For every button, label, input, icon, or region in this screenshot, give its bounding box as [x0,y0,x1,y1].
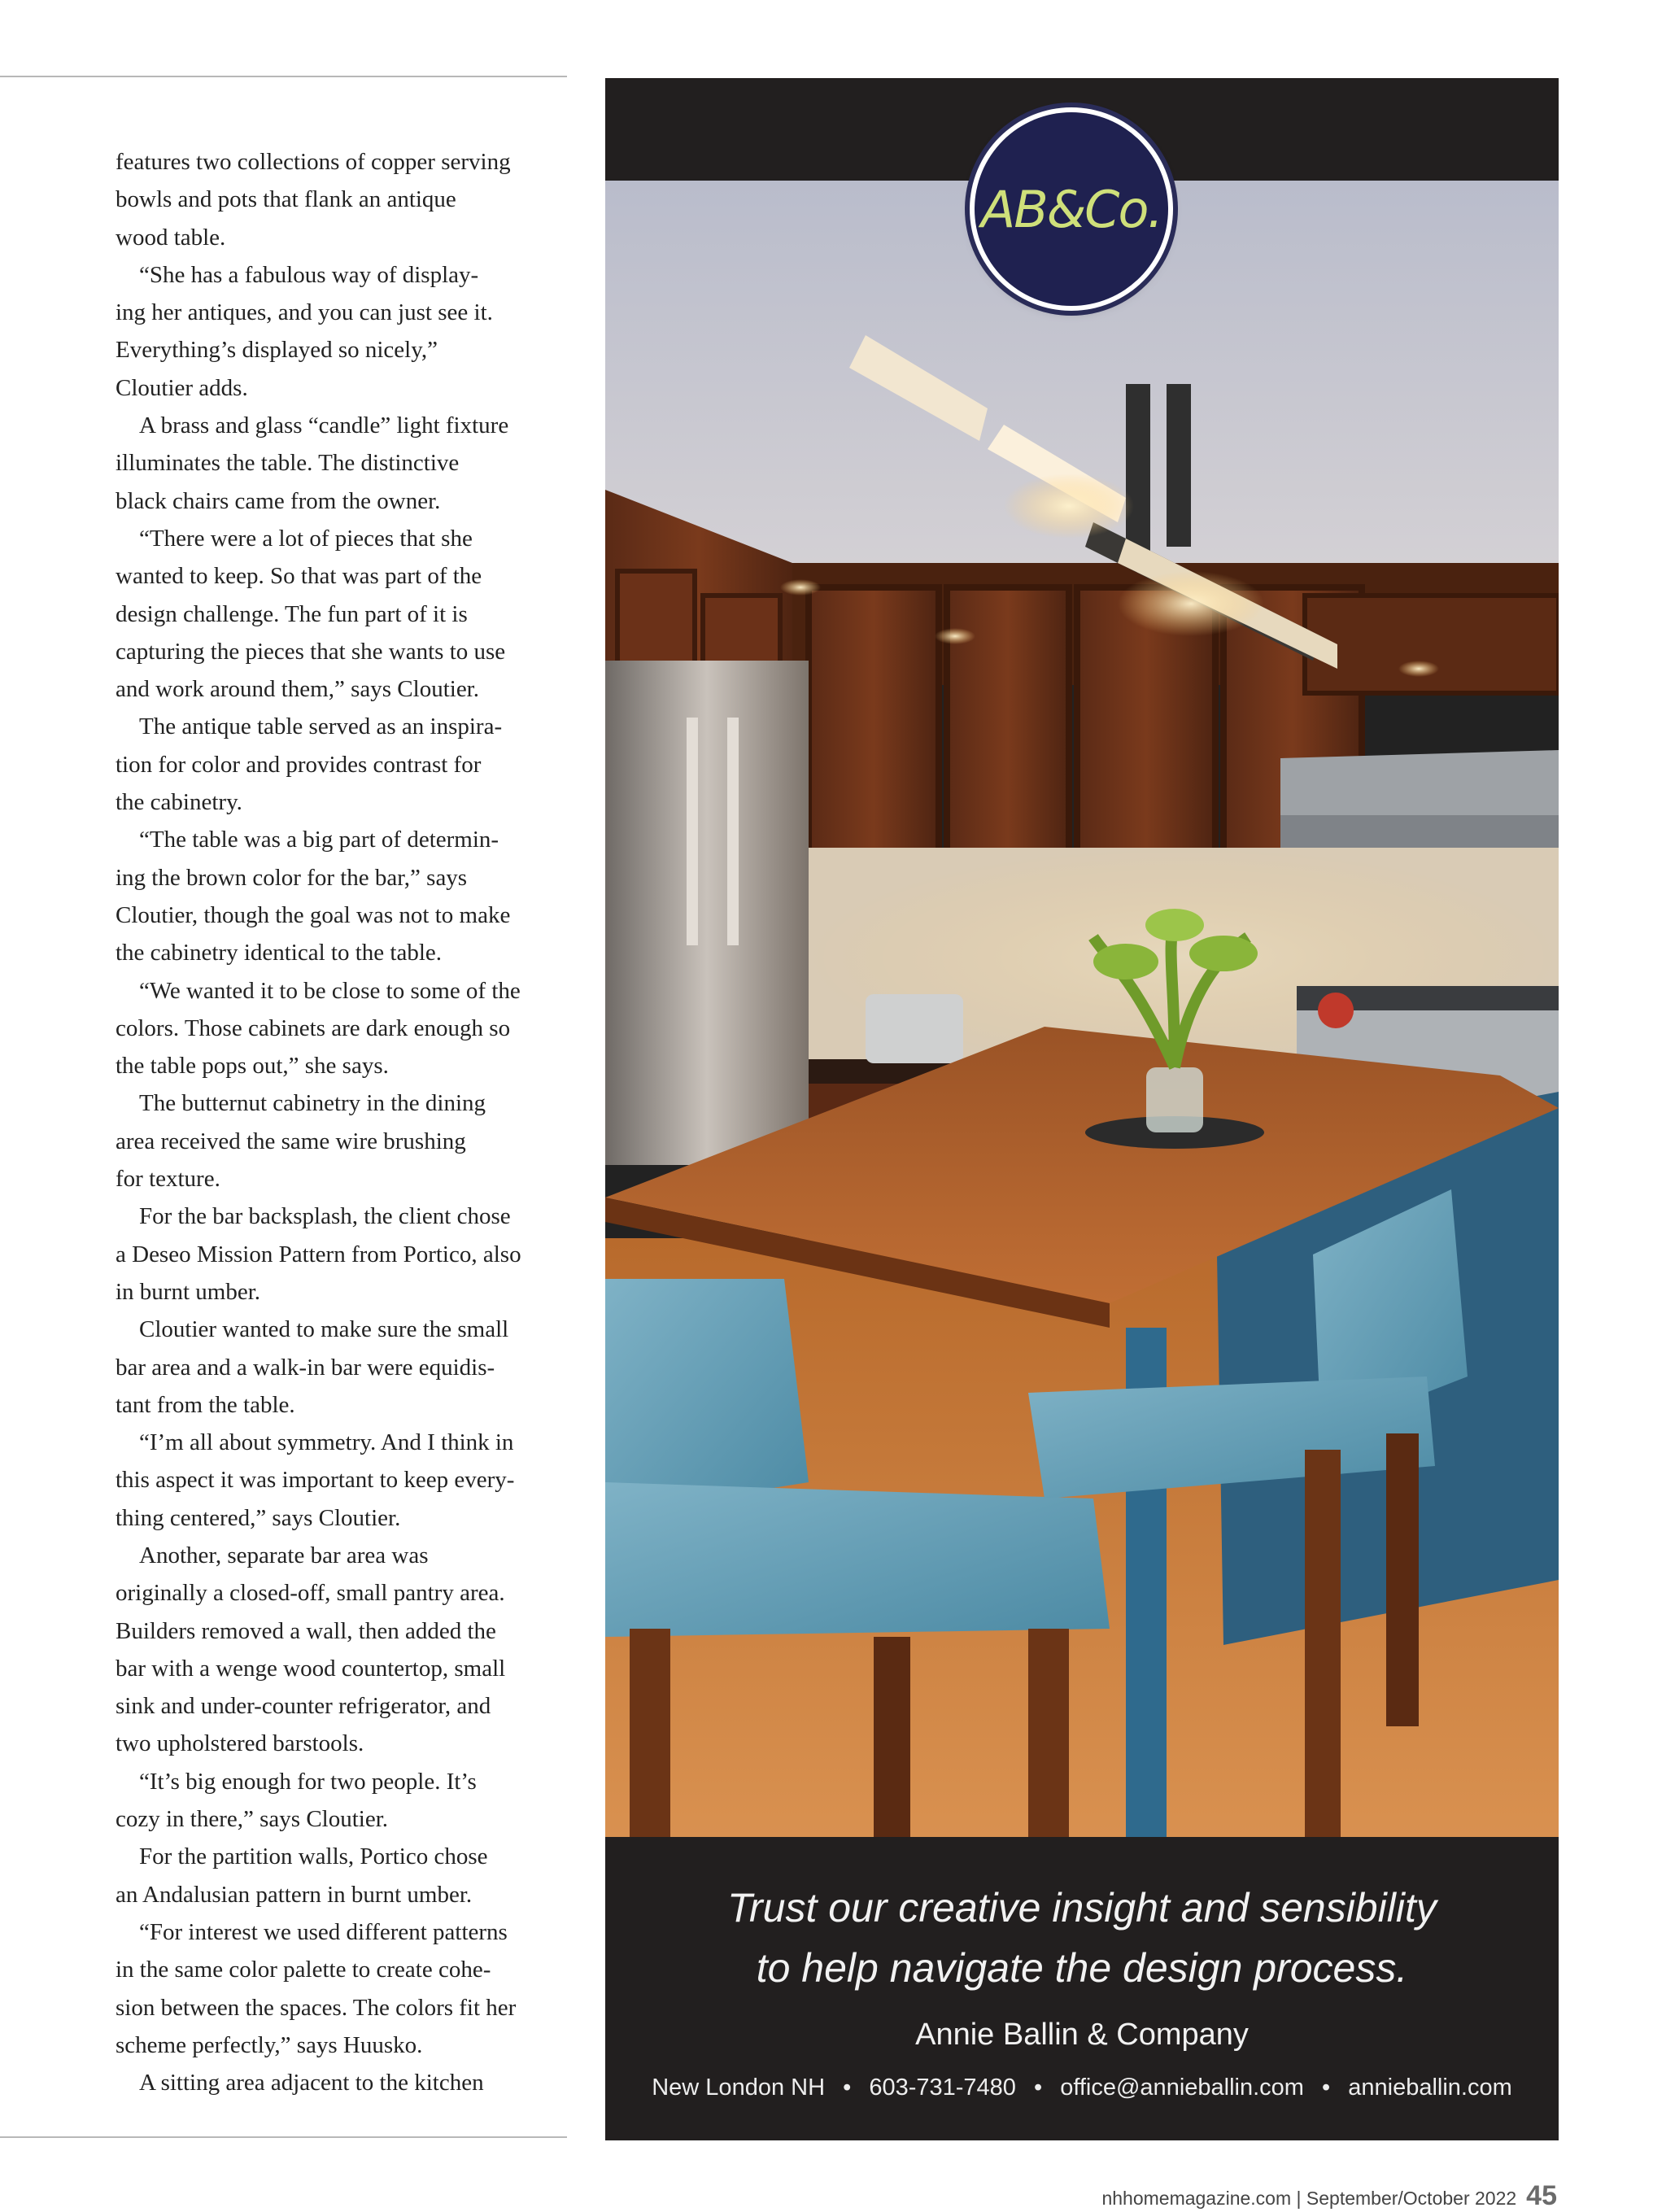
article-line: and work around them,” says Cloutier. [116,676,479,703]
article-line: Cloutier, though the goal was not to make [116,901,511,928]
contact-website[interactable]: annieballin.com [1348,2075,1512,2101]
company-name: Annie Ballin & Company [915,2018,1249,2052]
article-line: A sitting area adjacent to the kitchen [116,2070,484,2096]
tagline-line-2: to help navigate the design process. [756,1945,1408,1991]
article-line: ing the brown color for the bar,” says [116,864,468,891]
article-line: the cabinetry identical to the table. [116,940,443,966]
top-rule [0,76,567,77]
article-line: scheme perfectly,” says Huusko. [116,2031,423,2058]
article-line: “We wanted it to be close to some of the [116,977,521,1004]
article-line: sion between the spaces. The colors fit her [116,1994,517,2021]
kitchen-photo [605,181,1559,1837]
article-line: bowls and pots that flank an antique [116,186,456,213]
article-line: this aspect it was important to keep every- [116,1467,515,1494]
article-line: ing her antiques, and you can just see it. [116,299,493,326]
article-line: for texture. [116,1166,220,1193]
article-line: colors. Those cabinets are dark enough so [116,1014,511,1041]
contact-location: New London NH [652,2075,826,2101]
page-number: 45 [1526,2180,1557,2211]
article-line: Another, separate bar area was [116,1542,429,1568]
ab-co-logo [975,112,1168,306]
article-line: the cabinetry. [116,789,242,816]
article-line: wood table. [116,224,226,251]
article-line: Cloutier adds. [116,374,248,401]
article-line: originally a closed-off, small pantry area. [116,1580,505,1607]
article-line: black chairs came from the owner. [116,487,441,514]
article-line: an Andalusian pattern in burnt umber. [116,1881,473,1908]
article-line: sink and under-counter refrigerator, and [116,1693,491,1720]
bottom-rule [0,2136,567,2138]
article-line: in the same color palette to create cohe- [116,1957,491,1983]
article-line: For the bar backsplash, the client chose [116,1203,511,1230]
article-line: a Deseo Mission Pattern from Portico, also [116,1241,521,1267]
article-line: For the partition walls, Portico chose [116,1843,488,1870]
contact-email[interactable]: office@annieballin.com [1060,2075,1304,2101]
article-line: area received the same wire brushing [116,1128,466,1154]
article-line: tion for color and provides contrast for [116,751,482,778]
article-line: Builders removed a wall, then added the [116,1617,496,1644]
article-line: A brass and glass “candle” light fixture [116,412,509,439]
article-line: The antique table served as an inspira- [116,713,503,740]
tagline-line-1: Trust our creative insight and sensibility [727,1885,1437,1931]
logo-text: AB&Co. [980,179,1162,239]
advertisement[interactable] [605,78,1559,2140]
contact-line [605,2075,1559,2101]
separator-dot: • [1322,2075,1331,2101]
article-line: cozy in there,” says Cloutier. [116,1806,389,1833]
article-line: the table pops out,” she says. [116,1053,389,1080]
folio-text: nhhomemagazine.com | September/October 2022 [1101,2188,1517,2209]
ad-tagline [605,1878,1559,1998]
article-line: two upholstered barstools. [116,1730,364,1757]
article-line: design challenge. The fun part of it is [116,600,468,627]
page-footer [1101,2180,1557,2212]
article-line: features two collections of copper serving [116,149,511,175]
article-line: thing centered,” says Cloutier. [116,1504,401,1531]
ad-footer [605,1837,1559,2140]
article-line: “There were a lot of pieces that she [116,525,473,552]
article-line: wanted to keep. So that was part of the [116,563,482,590]
article-line: “It’s big enough for two people. It’s [116,1768,477,1795]
article-line: Cloutier wanted to make sure the small [116,1316,509,1343]
article-line: The butternut cabinetry in the dining [116,1090,486,1117]
article-line: Everything’s displayed so nicely,” [116,337,438,364]
separator-dot: • [1033,2075,1043,2101]
separator-dot: • [843,2075,852,2101]
article-line: “She has a fabulous way of display- [116,261,479,288]
article-line: illuminates the table. The distinctive [116,450,460,477]
article-line: bar with a wenge wood countertop, small [116,1655,506,1682]
article-line: “I’m all about symmetry. And I think in [116,1429,514,1456]
contact-phone[interactable]: 603-731-7480 [869,2075,1016,2101]
article-line: “The table was a big part of determin- [116,827,499,853]
article-line: tant from the table. [116,1391,295,1418]
article-line: in burnt umber. [116,1278,261,1305]
article-column [116,143,579,2101]
article-line: “For interest we used different patterns [116,1918,508,1945]
article-line: bar area and a walk-in bar were equidis- [116,1354,495,1381]
article-line: capturing the pieces that she wants to use [116,638,506,665]
